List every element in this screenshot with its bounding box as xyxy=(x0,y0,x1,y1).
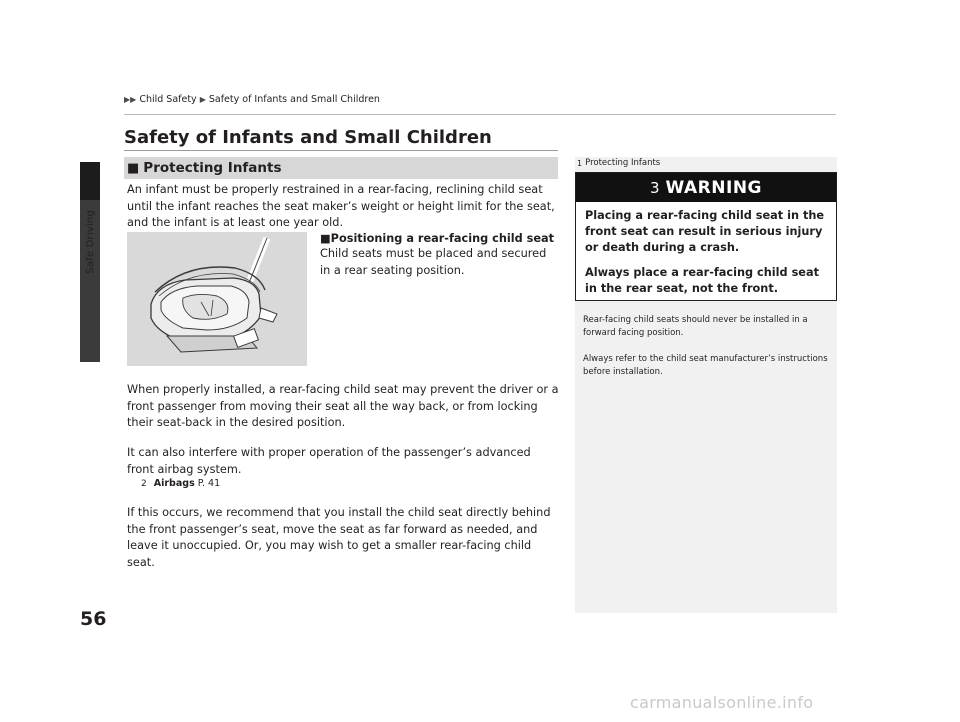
warning-text-1: Placing a rear-facing child seat in the front seat can result in serious injury or death during a crash. xyxy=(585,209,825,254)
note-title-text: Protecting Infants xyxy=(585,158,661,168)
body-paragraph-2: When properly installed, a rear-facing child seat may prevent the driver or a front passenger from moving their seat all the way back, or from locking their seat-back in the desired position. xyxy=(127,383,559,429)
airbags-cross-reference[interactable] xyxy=(141,478,220,489)
body-paragraph-3: It can also interfere with proper operation of the passenger’s advanced front airbag system. xyxy=(127,446,531,476)
header-divider xyxy=(124,114,836,115)
warning-box xyxy=(575,172,837,301)
breadcrumb-item-current: Safety of Infants and Small Children xyxy=(208,94,380,105)
breadcrumb xyxy=(124,94,380,105)
breadcrumb-arrow-icon: ▶▶ xyxy=(124,95,137,104)
child-seat-drawing xyxy=(127,232,307,366)
body-paragraph-4: If this occurs, we recommend that you install the child seat directly behind the front passenger’s seat, move the seat as far forward as needed, and leave it unoccupied. Or, you may wish to get a smaller rear-facing child seat. xyxy=(127,506,551,569)
note-text-2: Always refer to the child seat manufacturer’s instructions before installation. xyxy=(583,354,828,377)
title-divider xyxy=(124,150,558,151)
side-tab-label: Safe Driving xyxy=(84,210,96,274)
xref-page: P. 41 xyxy=(197,478,221,489)
subsection-text: Child seats must be placed and secured in a rear seating position. xyxy=(320,247,547,277)
warning-label: WARNING xyxy=(665,177,762,198)
intro-paragraph: An infant must be properly restrained in a rear-facing, reclining child seat until the infant reaches the seat maker’s weight or height limit for the seat, and the infant is at least one year old. xyxy=(127,183,555,229)
warning-header xyxy=(576,173,836,202)
warning-text-2: Always place a rear-facing child seat in the rear seat, not the front. xyxy=(585,266,819,295)
side-tab-label-wrap xyxy=(80,210,100,360)
warning-body xyxy=(576,202,836,297)
page-number: 56 xyxy=(80,608,107,630)
watermark: carmanualsonline.info xyxy=(630,693,814,712)
page-title: Safety of Infants and Small Children xyxy=(124,127,492,148)
breadcrumb-separator-icon: ▶ xyxy=(199,95,206,104)
section-marker-icon: ■ xyxy=(127,160,140,176)
section-title: Protecting Infants xyxy=(143,160,282,176)
note-reference-icon: 1 xyxy=(577,158,583,168)
section-header xyxy=(124,157,558,179)
side-note-title xyxy=(577,158,660,168)
warning-triangle-icon: 3 xyxy=(649,178,660,197)
subsection-heading: ■Positioning a rear-facing child seat xyxy=(320,232,555,245)
side-tab-marker xyxy=(80,162,100,200)
child-seat-illustration xyxy=(127,232,307,366)
breadcrumb-item-child-safety[interactable]: Child Safety xyxy=(139,94,197,105)
reference-arrow-icon: 2 xyxy=(141,479,147,489)
xref-title[interactable]: Airbags xyxy=(153,478,195,489)
note-text-1: Rear-facing child seats should never be installed in a forward facing position. xyxy=(583,315,808,338)
